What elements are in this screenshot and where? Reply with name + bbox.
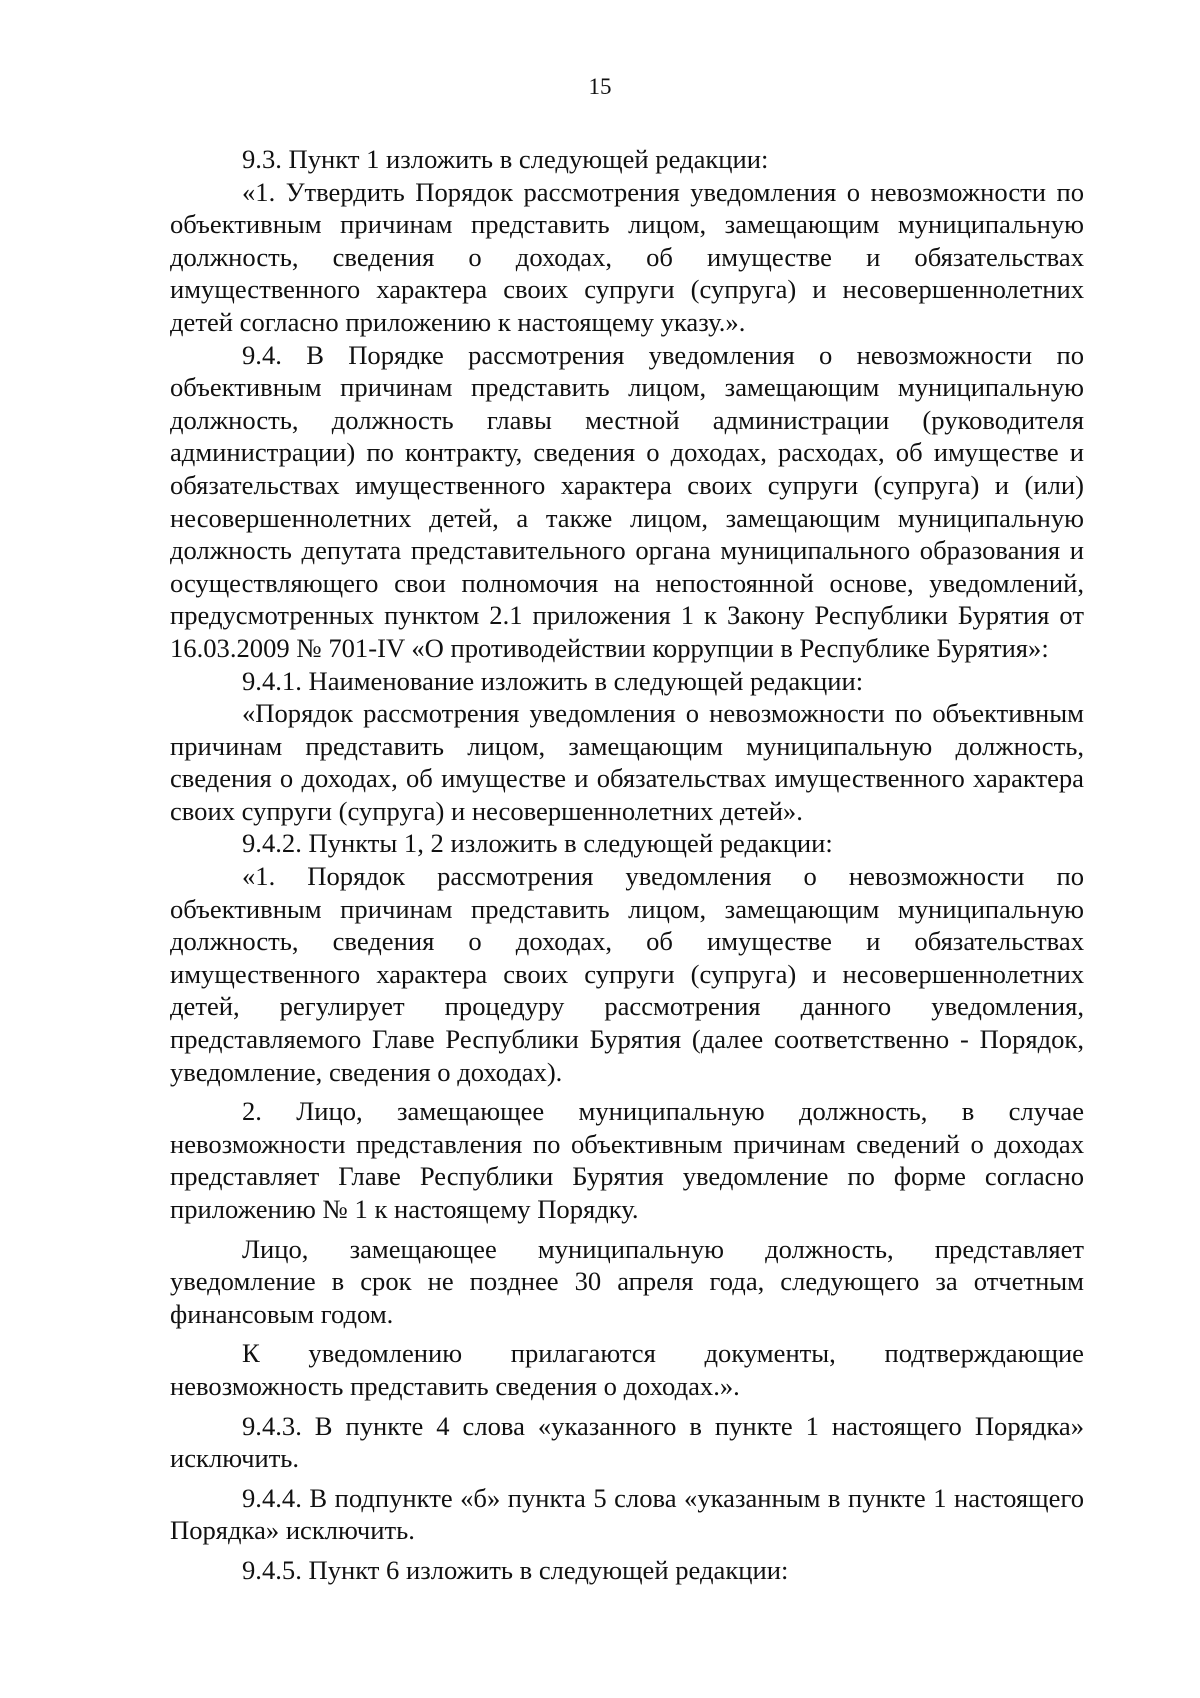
paragraph-9-4: 9.4. В Порядке рассмотрения уведомления о невозможности по объективным причинам представить лицом, замещающим муниципальную должность, должность главы местной администрации (руководителя администрации) по контракту, сведения о доходах, расходах, об имуществе и обязательствах имущественного характера своих супруги (супруга) и (или) несовершеннолетних детей, а также лицом, замещающим муниципальную должность депутата представительного органа муниципального образования и осуществляющего свои полномочия на непостоянной основе, уведомлений, предусмотренных пунктом 2.1 приложения 1 к Закону Республики Бурятия от 16.03.2009 № 701-IV «О противодействии коррупции в Республике Бурятия»: [170, 339, 1084, 663]
paragraph-9-4-1: 9.4.1. Наименование изложить в следующей редакции: [242, 665, 864, 696]
paragraph-9-4-4: 9.4.4. В подпункте «б» пункта 5 слова «указанным в пункте 1 настоящего Порядка» исключить. [170, 1482, 1084, 1546]
paragraph-9-4-2: 9.4.2. Пункты 1, 2 изложить в следующей редакции: [242, 828, 833, 859]
page-number: 15 [588, 74, 612, 99]
paragraph-item-2: 2. Лицо, замещающее муниципальную должность, в случае невозможности представления по объективным причинам сведений о доходах представляет Главе Республики Бурятия уведомление по форме согласно приложению № 1 к настоящему Порядку. [170, 1096, 1084, 1224]
paragraph-9-3: 9.3. Пункт 1 изложить в следующей редакции: [242, 144, 769, 174]
document-body [170, 143, 1084, 1587]
paragraph-9-3-quote: «1. Утвердить Порядок рассмотрения уведомления о невозможности по объективным причинам представить лицом, замещающим муниципальную должность, сведения о доходах, об имуществе и обязательствах имущественного характера своих супруги (супруга) и несовершеннолетних детей согласно приложению к настоящему указу.». [170, 176, 1084, 337]
paragraph-9-4-3: 9.4.3. В пункте 4 слова «указанного в пункте 1 настоящего Порядка» исключить. [170, 1410, 1084, 1474]
paragraph-9-4-5: 9.4.5. Пункт 6 изложить в следующей редакции: [242, 1554, 789, 1585]
paragraph-attachments: К уведомлению прилагаются документы, подтверждающие невозможность представить сведения о доходах.». [170, 1338, 1084, 1401]
paragraph-9-4-1-quote: «Порядок рассмотрения уведомления о невозможности по объективным причинам представить лицом, замещающим муниципальную должность, сведения о доходах, об имуществе и обязательствах имущественного характера своих супруги (супруга) и несовершеннолетних детей». [170, 698, 1084, 826]
paragraph-deadline: Лицо, замещающее муниципальную должность, представляет уведомление в срок не позднее 30 апреля года, следующего за отчетным финансовым годом. [170, 1233, 1084, 1329]
paragraph-item-1: «1. Порядок рассмотрения уведомления о невозможности по объективным причинам представить лицом, замещающим муниципальную должность, сведения о доходах, об имуществе и обязательствах имущественного характера своих супруги (супруга) и несовершеннолетних детей, регулирует процедуру рассмотрения данного уведомления, представляемого Главе Республики Бурятия (далее соответственно - Порядок, уведомление, сведения о доходах). [170, 861, 1084, 1087]
